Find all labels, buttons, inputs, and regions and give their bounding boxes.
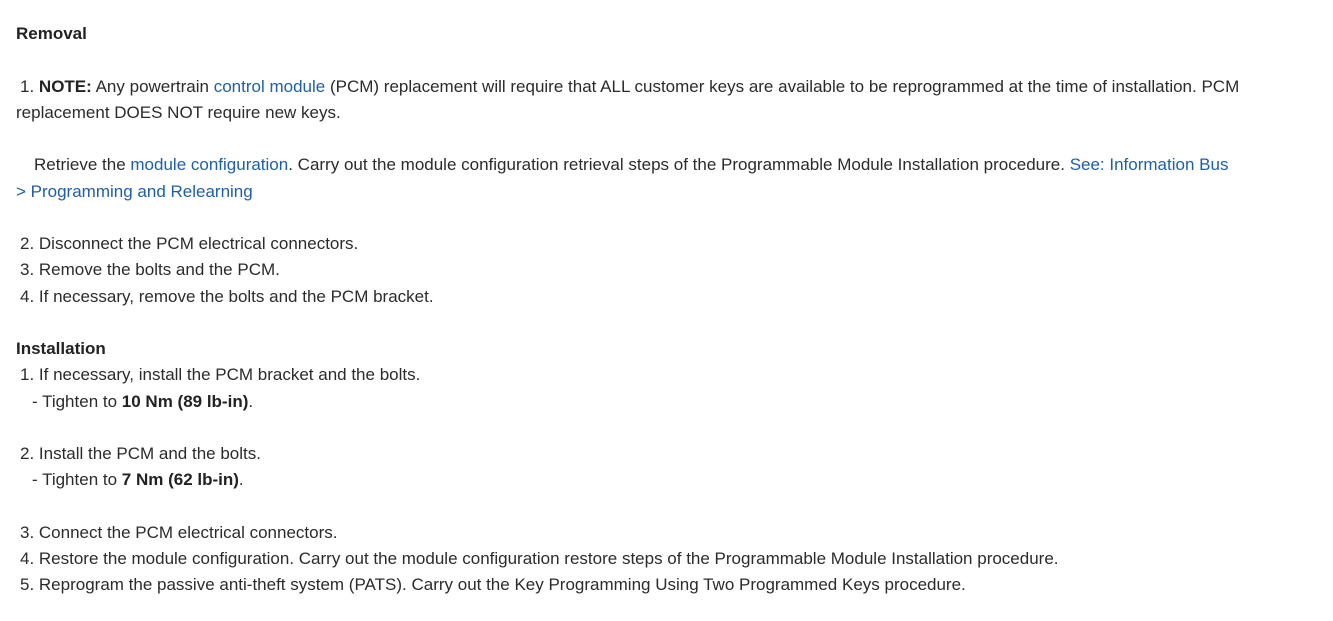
see-information-bus-link[interactable]: See: Information Bus	[1069, 155, 1229, 174]
programming-relearning-link[interactable]: > Programming and Relearning	[16, 182, 253, 201]
step-text: Any powertrain	[91, 77, 214, 96]
removal-step-2: 2. Disconnect the PCM electrical connectors.	[20, 234, 359, 253]
installation-step-4: 4. Restore the module configuration. Carry out the module configuration restore steps of the Programmable Module Installation procedure.	[20, 549, 1059, 568]
torque-value: 7 Nm (62 lb-in)	[121, 470, 239, 489]
installation-step-2-torque	[32, 469, 244, 491]
step-text: (PCM) replacement will require that ALL customer keys are available to be reprogrammed at the time of installation. PCM	[325, 77, 1240, 96]
removal-step-1-continued: replacement DOES NOT require new keys.	[16, 103, 341, 122]
installation-step-1: 1. If necessary, install the PCM bracket and the bolts.	[20, 365, 421, 384]
torque-prefix: - Tighten to	[32, 392, 122, 411]
removal-heading: Removal	[16, 24, 87, 43]
torque-suffix: .	[248, 392, 254, 411]
installation-step-2: 2. Install the PCM and the bolts.	[20, 444, 261, 463]
torque-suffix: .	[238, 470, 244, 489]
torque-value: 10 Nm (89 lb-in)	[121, 392, 249, 411]
installation-step-5: 5. Reprogram the passive anti-theft system (PATS). Carry out the Key Programming Using Two Programmed Keys procedure.	[20, 575, 966, 594]
retrieve-text: Retrieve the	[34, 155, 131, 174]
note-label: NOTE:	[38, 77, 92, 96]
step-number: 1.	[20, 77, 35, 96]
programming-relearning-line	[16, 181, 253, 203]
retrieve-configuration-text	[34, 154, 1228, 176]
installation-step-3: 3. Connect the PCM electrical connectors.	[20, 523, 338, 542]
removal-step-3: 3. Remove the bolts and the PCM.	[20, 260, 280, 279]
installation-step-1-torque	[32, 391, 253, 413]
module-configuration-link[interactable]: module configuration	[130, 155, 289, 174]
installation-heading: Installation	[16, 339, 106, 358]
removal-step-4: 4. If necessary, remove the bolts and the PCM bracket.	[20, 287, 434, 306]
removal-step-1	[20, 76, 1239, 98]
retrieve-text: . Carry out the module configuration retrieval steps of the Programmable Module Installation procedure.	[288, 155, 1070, 174]
torque-prefix: - Tighten to	[32, 470, 122, 489]
control-module-link[interactable]: control module	[213, 77, 326, 96]
